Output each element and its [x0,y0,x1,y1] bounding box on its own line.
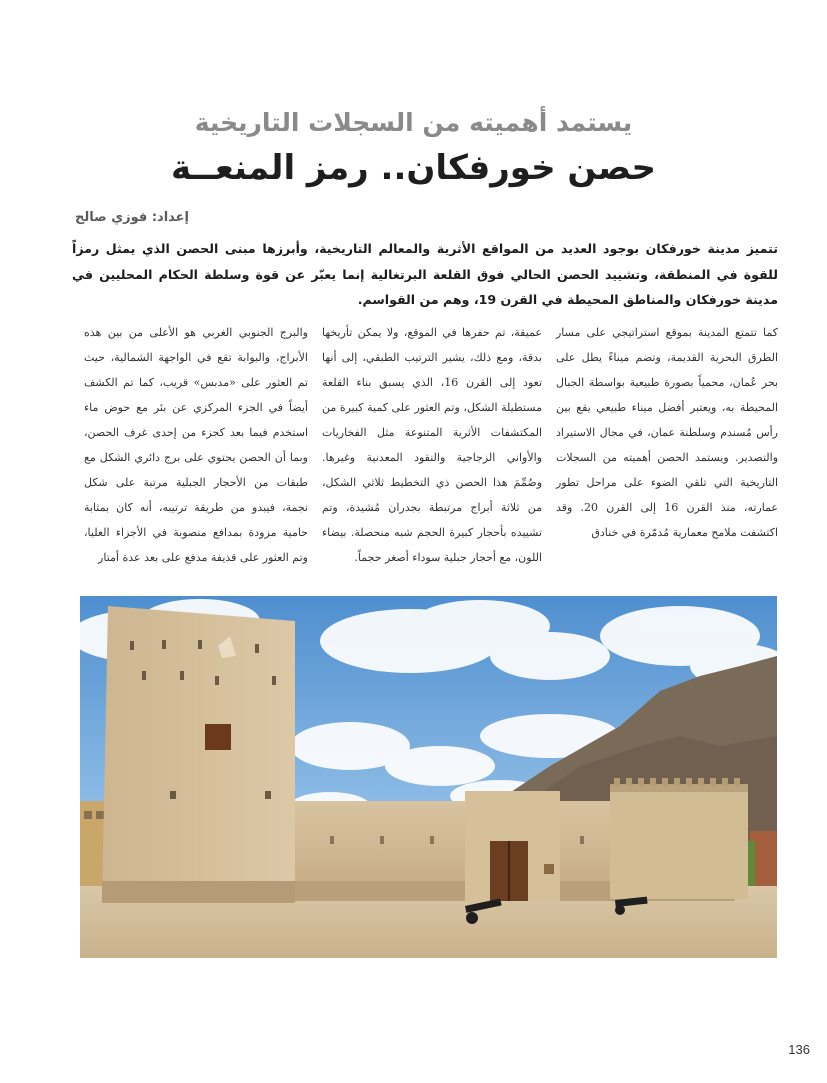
body-column-3: والبرج الجنوبي الغربي هو الأعلى من بين هذه الأبراج، والبوابة تقع في الواجهة الشمالية، حيث تم العثور على «مدبس» قريب، كما تم الكشف أيضاً في الجزء المركزي عن بئر مع حوض ماء استخدم فيما بعد كجزء من إحدى غرف الحصن، وبما أن الحصن يحتوي على برج دائري الشكل مع طبقات من الأحجار الجبلية مرتبة على شكل نجمة، فيبدو من طريقة ترتيبه، أنه كان بمثابة حامية مزودة بمدافع منصوبة في الأجزاء العليا، وتم العثور على قذيفة مدفع على بعد عدة أمتار [84,326,308,564]
article-title: حصن خورفكان.. رمز المنعــة [170,148,657,188]
article-subtitle: يستمد أهميته من السجلات التاريخية [194,108,633,137]
body-column-1: كما تتمتع المدينة بموقع استراتيجي على مسار الطرق البحرية القديمة، وتضم ميناءً يطل على بحر عُمان، محمياً بصورة طبيعية بواسطة الجبال المحيطة به، ويعتبر أفضل ميناء طبيعي يقع بين رأس مُسندم وسلطنة عمان، في مجال الاستيراد والتصدير. ويستمد الحصن أهميته من السجلات التاريخية التي تلقي الضوء على مراحل تطور عمارته، منذ القرن 16 إلى القرن 20. وقد اكتشفت ملامح معمارية مُدمّرة في خنادق [556,326,778,539]
body-column-2: عميقة، تم حفرها في الموقع، ولا يمكن تأريخها بدقة، ومع ذلك، يشير الترتيب الطبقي، إلى أنها تعود إلى القرن 16، الذي يسبق بناء القلعة مستطيلة الشكل، وتم العثور على كمية كبيرة من المكتشفات الأثرية المتنوعة مثل الفخاريات والأواني الزجاجية والنقود المعدنية وغيرها. وصُمِّمَ هذا الحصن ذي التخطيط ثلاثي الشكل، من ثلاثة أبراج مرتبطة بجدران مُشيدة، وتم تشييده بأحجار كبيرة الحجم شبه منحصلة. بيضاء اللون، مع أحجار جبلية سوداء أصغر حجماً. [322,326,543,564]
east-tower [610,784,748,899]
main-tower [102,606,295,901]
page-number: 136 [788,1042,810,1057]
tower-window [205,724,231,750]
article-intro: تتميز مدينة خورفكان بوجود العديد من المواقع الأثرية والمعالم التاريخية، وأبرزها مبنى الحصن الذي يمثل رمزاً للقوة في المنطقة، وتشييد الحصن الحالي فوق القلعة البرتغالية إنما يعبّر عن قوة وسلطة الحكام المحليين في مدينة خورفكان والمناطق المحيطة في القرن 19، وهم من القواسم. [72,241,778,307]
fort-photo [80,596,777,958]
article-byline: إعداد: فوزي صالح [75,210,189,225]
